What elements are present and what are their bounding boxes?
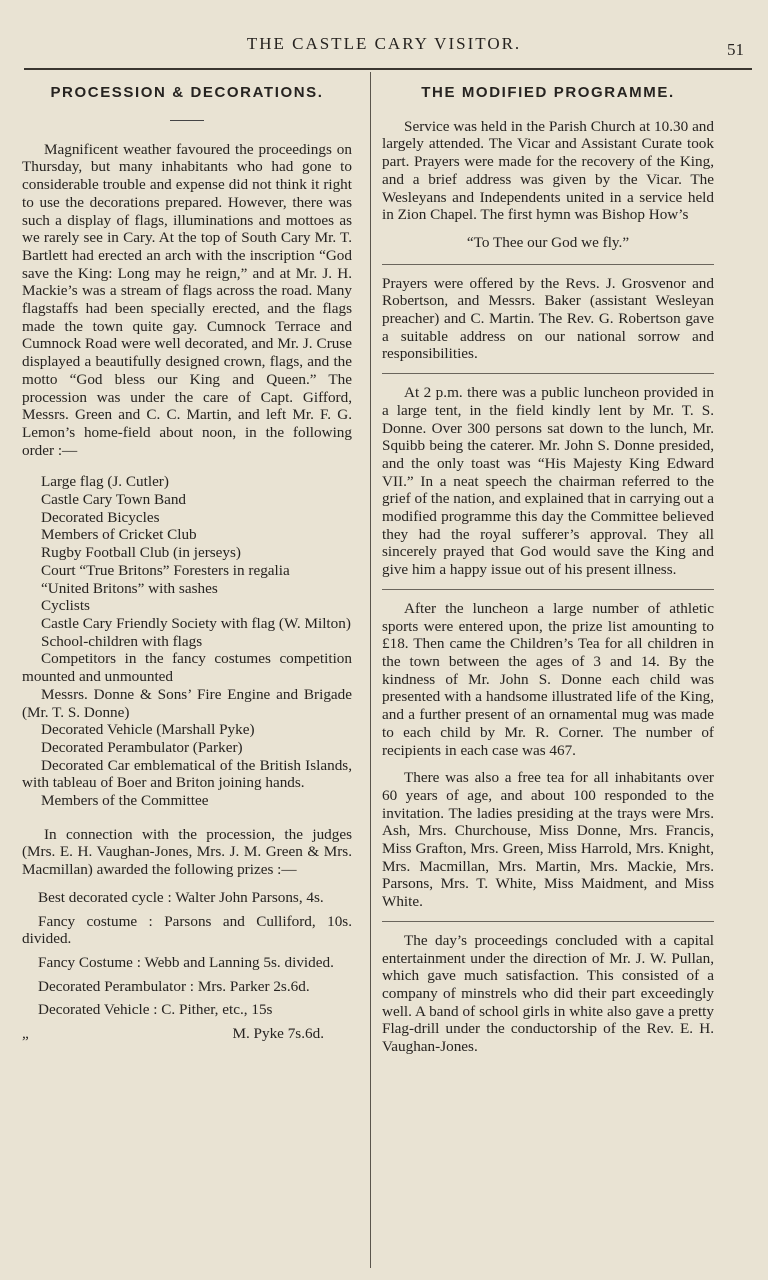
order-item: Members of Cricket Club	[41, 526, 197, 544]
order-item: School-children with flags	[41, 632, 203, 650]
column-divider	[370, 72, 371, 1268]
judges-paragraph: In connection with the procession, the judges (Mrs. E. H. Vaughan-Jones, Mrs. J. M. Green & Mrs. Macmillan) awarded the following prizes :—	[22, 825, 352, 879]
procession-heading: PROCESSION & DECORATIONS.	[50, 84, 324, 101]
prize-entry: Fancy costume : Parsons and Culliford, 10s. divided.	[22, 912, 352, 948]
prayers-paragraph: Prayers were offered by the Revs. J. Grosvenor and Robertson, and Messrs. Baker (assistant Wesleyan preacher) and C. Martin. The Rev. G. Robertson gave a suitable address on our national sorrow and responsibilities.	[382, 274, 714, 363]
heading-dash	[170, 120, 204, 121]
procession-order-list	[22, 473, 352, 809]
order-item: Messrs. Donne & Sons’ Fire Engine and Brigade (Mr. T. S. Donne)	[22, 685, 352, 721]
section-divider	[382, 373, 714, 374]
order-item: Decorated Bicycles	[41, 508, 160, 526]
order-item: Cyclists	[41, 597, 90, 615]
right-column	[382, 82, 714, 1066]
sports-paragraph: After the luncheon a large number of athletic sports were entered upon, the prize list amounting to £18. Then came the Children’s Tea for all children in the town between the ages of 3 and 14. By the kindness of Mr. John S. Donne each child was presented with a handsome illustrated life of the King, and a further present of an ornamental mug was made to each child by Mr. R. Corner. The number of recipients in each case was 467.	[382, 599, 714, 759]
section-divider	[382, 264, 714, 265]
ditto-mark: „	[22, 1025, 29, 1043]
procession-intro: Magnificent weather favoured the proceedings on Thursday, but many inhabitants who had gone to considerable trouble and expense did not think it right to use the decorations prepared. However, there was such a display of flags, illuminations and mottoes as we rarely see in Cary. At the top of South Cary Mr. T. Bartlett had erected an arch with the inscription “God save the King: Long may he reign,” and at Mr. J. H. Mackie’s was a stream of flags across the road. Many flagstaffs had been specially erected, and the flags made the town quite gay. Cumnock Terrace and Cumnock Road were well decorated, and Mr. J. Cruse displayed a beautifully designed crown, flags, and the motto “God bless our King and Queen.” The procession was under the care of Capt. Gifford, Messrs. Green and C. C. Martin, and left Mr. F. G. Lemon’s home-field about noon, in the following order :—	[22, 140, 352, 459]
prize-entry: Decorated Perambulator : Mrs. Parker 2s.6d.	[38, 977, 310, 995]
order-item: Members of the Committee	[41, 792, 209, 810]
order-item: Large flag (J. Cutler)	[41, 473, 169, 491]
order-item: Competitors in the fancy costumes competition mounted and unmounted	[22, 650, 352, 686]
page-number: 51	[727, 40, 744, 59]
luncheon-paragraph: At 2 p.m. there was a public luncheon provided in a large tent, in the field kindly lent by Mr. T. S. Donne. Over 300 persons sat down to the lunch, Mr. Squibb being the caterer. Mr. John S. Donne presided, and the only toast was “His Majesty King Edward VII.” In a neat speech the chairman referred to the grief of the nation, and explained that in carrying out a modified programme this day the Committee believed they had the royal sufferer’s approval. They all sincerely prayed that God would save the King and give him a happy issue out of his present illness.	[382, 384, 714, 579]
section-divider	[382, 589, 714, 590]
order-item: Court “True Britons” Foresters in regalia	[41, 561, 290, 579]
prize-last-text: M. Pyke 7s.6d.	[232, 1025, 324, 1043]
header-rule	[24, 68, 752, 70]
prize-entry-last	[22, 1025, 352, 1043]
prize-entry: Best decorated cycle : Walter John Parsons, 4s.	[38, 888, 324, 906]
prize-entry: Fancy Costume : Webb and Lanning 5s. divided.	[38, 953, 334, 971]
prize-entry: Decorated Vehicle : C. Pither, etc., 15s	[38, 1001, 273, 1019]
order-item: “United Britons” with sashes	[41, 579, 218, 597]
page-title: THE CASTLE CARY VISITOR.	[246, 34, 522, 53]
free-tea-paragraph: There was also a free tea for all inhabitants over 60 years of age, and about 100 responded to the invitation. The ladies presiding at the trays were Mrs. Ash, Mrs. Churchouse, Miss Donne, Mrs. Francis, Miss Grafton, Mrs. Green, Miss Harrold, Mrs. Knight, Mrs. Macmillan, Mrs. Martin, Mrs. Mackie, Mrs. Parsons, Mrs. T. White, Miss Maidment, and Miss White.	[382, 769, 714, 911]
left-column	[22, 82, 352, 1043]
order-item: Decorated Vehicle (Marshall Pyke)	[41, 721, 255, 739]
section-divider	[382, 921, 714, 922]
programme-heading: THE MODIFIED PROGRAMME.	[421, 84, 675, 101]
entertainment-paragraph: The day’s proceedings concluded with a capital entertainment under the direction of Mr. J. W. Pullan, which gave much satisfaction. This consisted of a company of minstrels who did their part exceedingly well. A band of school girls in white also gave a pretty Flag-drill under the conductorship of the Rev. E. H. Vaughan-Jones.	[382, 931, 714, 1056]
service-paragraph: Service was held in the Parish Church at 10.30 and largely attended. The Vicar and Assistant Curate took part. Prayers were made for the recovery of the King, and a brief address was given by the Vicar. The Wesleyans and Independents united in a service held in Zion Chapel. The first hymn was Bishop How’s	[382, 117, 714, 224]
order-item: Decorated Car emblematical of the British Islands, with tableau of Boer and Briton joining hands.	[22, 756, 352, 792]
hymn-quote: “To Thee our God we fly.”	[466, 233, 630, 251]
order-item: Castle Cary Friendly Society with flag (W. Milton)	[41, 614, 351, 632]
order-item: Castle Cary Town Band	[41, 491, 187, 509]
order-item: Decorated Perambulator (Parker)	[41, 738, 243, 756]
order-item: Rugby Football Club (in jerseys)	[41, 544, 241, 562]
